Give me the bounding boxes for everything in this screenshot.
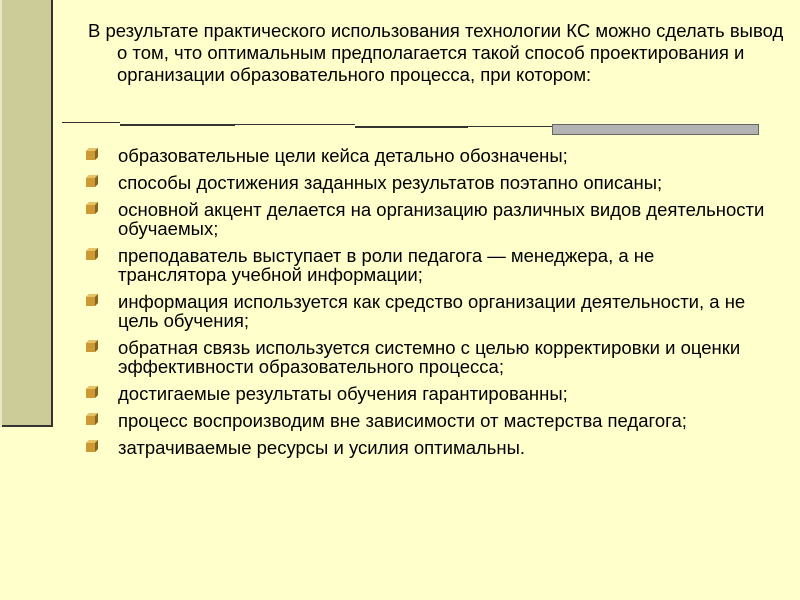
square-bullet-icon — [86, 294, 98, 306]
bullet-text: образовательные цели кейса детально обозначены; — [118, 145, 568, 166]
bullet-item — [86, 411, 766, 430]
bullet-text: основной акцент делается на организацию различных видов деятельности обучаемых; — [118, 199, 765, 239]
bullet-item — [86, 384, 766, 403]
bullet-item — [86, 292, 766, 330]
divider-line — [468, 126, 552, 127]
divider-line — [120, 124, 235, 126]
square-bullet-icon — [86, 248, 98, 260]
side-decoration-bar — [0, 0, 53, 427]
bullet-text: преподаватель выступает в роли педагога — менеджера, а не транслятора учебной информации; — [118, 245, 655, 285]
square-bullet-icon — [86, 175, 98, 187]
bullet-text: процесс воспроизводим вне зависимости от мастерства педагога; — [118, 410, 687, 431]
square-bullet-icon — [86, 440, 98, 452]
bullet-text: достигаемые результаты обучения гарантированны; — [118, 383, 568, 404]
bullet-item — [86, 338, 766, 376]
bullet-text: способы достижения заданных результатов поэтапно описаны; — [118, 172, 663, 193]
side-bar-highlight — [0, 0, 2, 427]
divider-line — [355, 126, 468, 128]
square-bullet-icon — [86, 340, 98, 352]
bullet-text: информация используется как средство организации деятельности, а не цель обучения; — [118, 291, 746, 331]
square-bullet-icon — [86, 148, 98, 160]
bullet-item — [86, 246, 766, 284]
bullet-item — [86, 200, 766, 238]
intro-paragraph: В результате практического использования технологии КС можно сделать вывод о том, что оптимальным предполагается такой способ проектирования и организации образовательного процесса, при котором: — [88, 20, 784, 85]
square-bullet-icon — [86, 202, 98, 214]
divider-bar — [552, 124, 759, 135]
bullet-item — [86, 438, 766, 457]
divider-line — [62, 122, 120, 123]
divider-line — [235, 124, 355, 125]
bullet-text: затрачиваемые ресурсы и усилия оптимальны. — [118, 437, 526, 458]
bullet-item — [86, 146, 766, 165]
bullet-item — [86, 173, 766, 192]
square-bullet-icon — [86, 413, 98, 425]
square-bullet-icon — [86, 386, 98, 398]
bullet-text: обратная связь используется системно с целью корректировки и оценки эффективности образовательного процесса; — [118, 337, 741, 377]
bullet-list — [86, 146, 766, 465]
